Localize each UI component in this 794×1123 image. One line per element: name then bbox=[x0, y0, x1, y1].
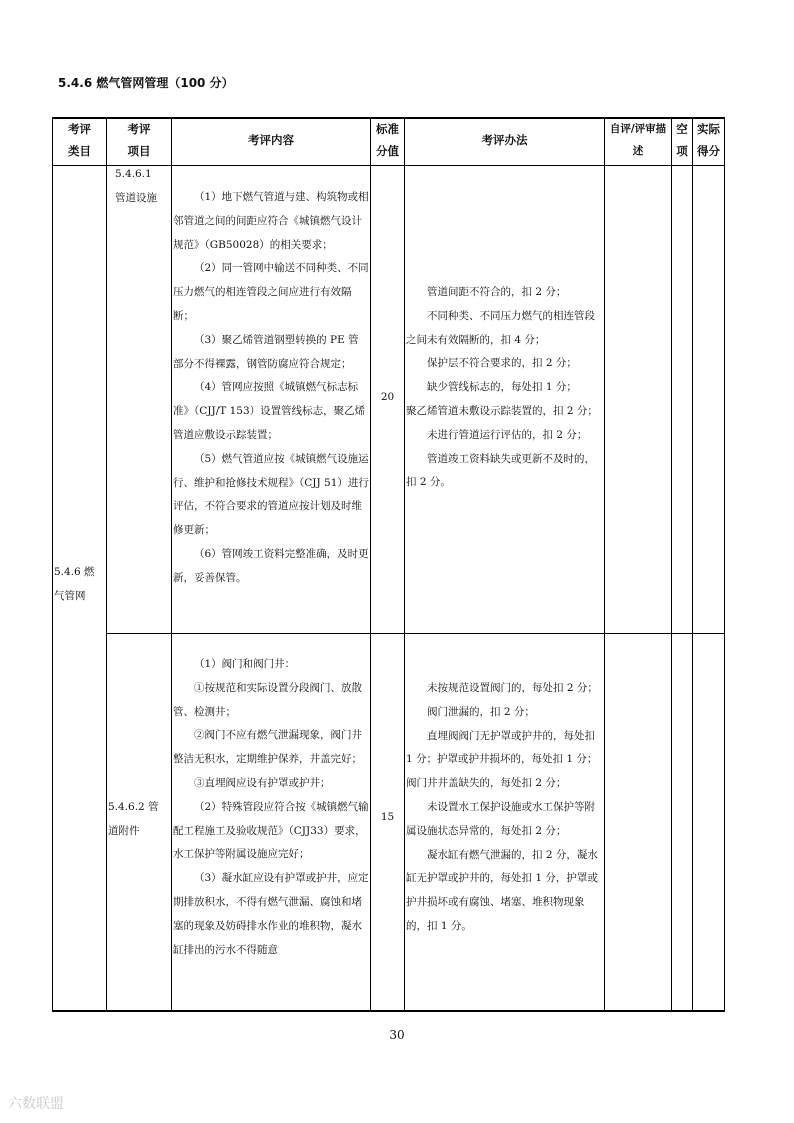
header-score: 标准 分值 bbox=[376, 122, 399, 158]
row1-score: 20 bbox=[380, 391, 395, 403]
section-title: 5.4.6 燃气管网管理（100 分） bbox=[58, 76, 234, 90]
category-cell: 5.4.6 燃 气管网 bbox=[54, 566, 95, 602]
row1-method: 管道间距不符合的，扣 2 分； 不同种类、不同压力燃气的相连管段之间未有效隔断的，扣 4 分； 保护层不符合要求的，扣 2 分； 缺少管线标志的，每处扣 1 分； 聚乙烯管道未敷设示踪装置的，扣 2 分； 未进行管道运行评估的，扣 2 分； 管道竣工资料缺失或更新不及时的，扣 2 分。 bbox=[406, 286, 598, 489]
header-na: 空 项 bbox=[676, 122, 688, 158]
header-item: 考评 项目 bbox=[127, 122, 151, 158]
header-content: 考评内容 bbox=[248, 133, 294, 147]
row2-method: 未按规范设置阀门的，每处扣 2 分； 阀门泄漏的，扣 2 分； 直埋阀阀门无护罩或护井的，每处扣 1 分；护罩或护井损坏的，每处扣 1 分；阀门井井盖缺失的，每处扣 2 分； 未设置水工保护设施或水工保护等附属设施状态异常的，每处扣 2 分； 凝水缸有燃气泄漏的，扣 2 分，凝水缸无护罩或护井的，每处扣 1 分，护罩或护井损坏或有腐蚀、堵塞、堆积物现象的，扣 1 分。 bbox=[406, 682, 598, 932]
header-method: 考评办法 bbox=[481, 133, 528, 147]
header-category: 考评 类目 bbox=[68, 122, 91, 158]
header-actual: 实际 得分 bbox=[697, 122, 720, 158]
row1-item: 5.4.6.1 管道设施 bbox=[115, 168, 157, 204]
row1-content: （1）地下燃气管道与建、构筑物或相邻管道之间的间距应符合《城镇燃气设计规范》（GB50028）的相关要求； （2）同一管网中输送不同种类、不同压力燃气的相连管段之间应进行有效隔断； （3）聚乙烯管道钢塑转换的 PE 管部分不得裸露，钢管防腐应符合规定； （4）管网应按照《城镇燃气标志标准》（CJJ/T 153）设置管线标志，聚乙烯管道应敷设示踪装置； （5）燃气管道应按《城镇燃气设施运行、维护和抢修技术规程》（CJJ 51）进行评估，不符合要求的管道应按计划及时维修更新； （6）管网竣工资料完整准确，及时更新，妥善保管。 bbox=[173, 191, 369, 584]
watermark-logo: 六数联盟 bbox=[8, 1096, 64, 1112]
row2-score: 15 bbox=[380, 811, 395, 823]
page-number: 30 bbox=[389, 1028, 405, 1042]
row2-item: 5.4.6.2 管 道附件 bbox=[108, 801, 159, 837]
row2-content: （1）阀门和阀门井： ①按规范和实际设置分段阀门、放散管、检测井； ②阀门不应有燃气泄漏现象，阀门井整洁无积水，定期维护保养，井盖完好； ③直埋阀应设有护罩或护井； （2）特殊管段应符合按《城镇燃气输配工程施工及验收规范》（CJJ33）要求，水工保护等附属设施应完好； （3）凝水缸应设有护罩或护井，应定期排放积水，不得有燃气泄漏、腐蚀和堵塞的现象及妨碍排水作业的堆积物，凝水缸排出的污水不得随意 bbox=[173, 658, 369, 956]
header-self-review: 自评/评审描 述 bbox=[609, 123, 667, 157]
